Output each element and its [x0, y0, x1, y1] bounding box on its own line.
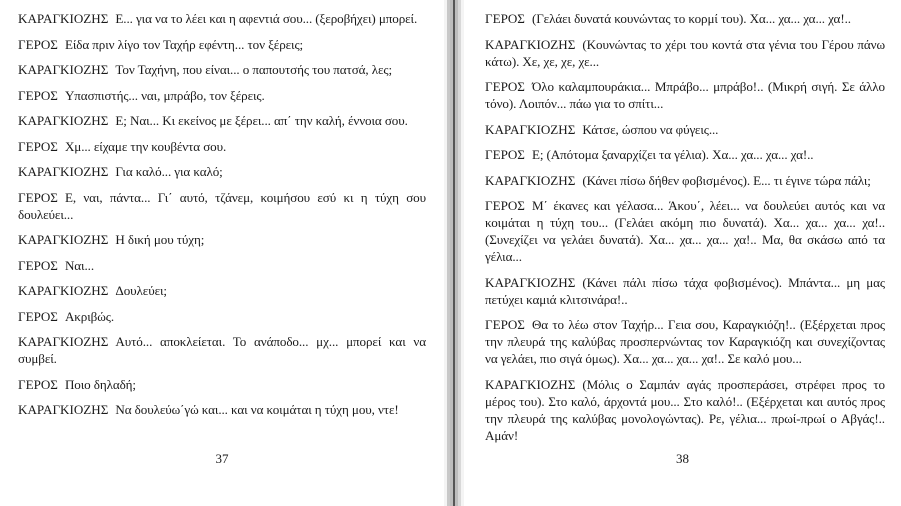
dialogue-line	[18, 308, 426, 325]
dialogue-text: Ακριβώς.	[64, 308, 114, 324]
dialogue-line	[18, 36, 426, 53]
dialogue-text: (Γελάει δυνατά κουνώντας το κορμί του). Χα... χα... χα... χα!..	[531, 11, 851, 26]
page-content	[18, 10, 426, 427]
dialogue-text: Ναι...	[64, 257, 94, 273]
dialogue-line	[485, 274, 885, 308]
dialogue-text: Ε, ναι, πάντα... Γι΄ αυτό, τζάνεμ, κοιμήσου εσύ κι η τύχη σου δουλεύει...	[18, 189, 426, 222]
dialogue-text: Δουλεύει;	[115, 283, 167, 298]
speaker-name: ΓΕΡΟΣ	[18, 189, 58, 205]
dialogue-text: Κάτσε, ώσπου να φύγεις...	[582, 121, 719, 137]
dialogue-line	[485, 121, 885, 138]
page-number: 38	[676, 451, 689, 466]
dialogue-line	[18, 231, 426, 248]
dialogue-text: Ποιο δηλαδή;	[64, 376, 136, 392]
dialogue-text: Να δουλεύω΄γώ και... και να κοιμάται η τύχη μου, ντε!	[115, 402, 399, 417]
dialogue-text: Τον Ταχήνη, που είναι... ο παπουτσής του πατσά, λες;	[115, 62, 393, 77]
speaker-name: ΓΕΡΟΣ	[18, 138, 58, 154]
dialogue-line	[485, 36, 885, 70]
dialogue-line	[485, 197, 885, 265]
dialogue-text: (Κάνει πίσω δήθεν φοβισμένος). Ε... τι έγινε τώρα πάλι;	[582, 172, 871, 188]
dialogue-text: Χμ... είχαμε την κουβέντα σου.	[64, 138, 227, 154]
dialogue-line	[18, 138, 426, 155]
dialogue-text: (Κουνώντας το χέρι του κοντά στα γένια του Γέρου πάνω κάτω). Χε, χε, χε, χε...	[485, 36, 885, 69]
speaker-name: ΚΑΡΑΓΚΙΟΖΗΣ	[18, 334, 109, 349]
dialogue-line	[485, 78, 885, 112]
dialogue-line	[18, 333, 426, 367]
speaker-name: ΚΑΡΑΓΚΙΟΖΗΣ	[485, 376, 576, 392]
speaker-name: ΚΑΡΑΓΚΙΟΖΗΣ	[18, 232, 109, 247]
dialogue-text: Θα το λέω στον Ταχήρ... Γεια σου, Καραγκιόζη!.. (Εξέρχεται προς την πλευρά της καλύβας προσπερνώντας τον Καραγκιόζη και συνεχίζοντας να γελάει, πιο σιγά όμως). Χα... χα... χα... χα!.. Σε καλό μου...	[485, 317, 885, 366]
dialogue-line	[485, 172, 885, 189]
speaker-name: ΓΕΡΟΣ	[18, 376, 58, 392]
page-content	[485, 10, 885, 452]
speaker-name: ΓΕΡΟΣ	[18, 87, 58, 103]
speaker-name: ΚΑΡΑΓΚΙΟΖΗΣ	[18, 11, 109, 26]
speaker-name: ΓΕΡΟΣ	[18, 257, 58, 273]
speaker-name: ΓΕΡΟΣ	[18, 36, 58, 52]
speaker-name: ΚΑΡΑΓΚΙΟΖΗΣ	[485, 121, 576, 137]
speaker-name: ΚΑΡΑΓΚΙΟΖΗΣ	[18, 402, 109, 417]
dialogue-line	[18, 401, 426, 418]
speaker-name: ΚΑΡΑΓΚΙΟΖΗΣ	[485, 36, 576, 52]
dialogue-line	[18, 61, 426, 78]
dialogue-text: (Κάνει πάλι πίσω τάχα φοβισμένος). Μπάντα... μη μας πετύχει καμιά κλιτσινάρα!..	[485, 274, 885, 307]
dialogue-text: Ε; Ναι... Κι εκείνος με ξέρει... απ΄ την καλή, έννοια σου.	[115, 113, 408, 128]
speaker-name: ΚΑΡΑΓΚΙΟΖΗΣ	[18, 62, 109, 77]
dialogue-text: (Μόλις ο Σαμπάν αγάς προσπεράσει, στρέφει προς το μέρος του). Στο καλό, άρχοντά μου... Στο καλό!.. (Εξέρχεται και αυτός προς την πλευρά της καλύβας μονολογώντας). Ρε, γέλια... πρωί-πρωί ο Αβγάς!.. Αμάν!	[485, 376, 885, 443]
speaker-name: ΚΑΡΑΓΚΙΟΖΗΣ	[485, 274, 576, 290]
dialogue-line	[18, 10, 426, 27]
dialogue-line	[18, 282, 426, 299]
dialogue-line	[18, 257, 426, 274]
speaker-name: ΓΕΡΟΣ	[485, 79, 525, 94]
dialogue-text: Ε; (Απότομα ξαναρχίζει τα γέλια). Χα... χα... χα... χα!..	[531, 147, 814, 162]
speaker-name: ΚΑΡΑΓΚΙΟΖΗΣ	[18, 283, 109, 298]
dialogue-text: Είδα πριν λίγο τον Ταχήρ εφέντη... τον ξέρεις;	[64, 36, 304, 52]
dialogue-text: Ε... για να το λέει και η αφεντιά σου... (ξεροβήχει) μπορεί.	[115, 11, 418, 26]
dialogue-line	[485, 376, 885, 444]
speaker-name: ΓΕΡΟΣ	[485, 147, 525, 162]
page-left	[0, 0, 444, 506]
dialogue-text: Η δική μου τύχη;	[115, 232, 205, 247]
dialogue-text: Αυτό... αποκλείεται. Το ανάποδο... μχ... μπορεί και να συμβεί.	[18, 334, 426, 366]
dialogue-line	[18, 376, 426, 393]
dialogue-text: Για καλό... για καλό;	[115, 164, 223, 179]
speaker-name: ΓΕΡΟΣ	[485, 198, 525, 213]
speaker-name: ΚΑΡΑΓΚΙΟΖΗΣ	[485, 172, 576, 188]
speaker-name: ΚΑΡΑΓΚΙΟΖΗΣ	[18, 113, 109, 128]
page-gutter-divider	[444, 0, 464, 506]
dialogue-line	[18, 189, 426, 223]
speaker-name: ΓΕΡΟΣ	[485, 317, 525, 332]
dialogue-text: Μ΄ έκανες και γέλασα... Άκου΄, λέει... να δουλεύει αυτός και να κοιμάται η τύχη του... (Γελάει ακόμη πιο δυνατά). Χα... χα... χα... χα!.. (Συνεχίζει να γελάει δυνατά). Χα... χα... χα... χα!.. Μα, θα σκάσω από τα γέλια...	[485, 198, 885, 264]
speaker-name: ΚΑΡΑΓΚΙΟΖΗΣ	[18, 164, 109, 179]
page-number: 37	[215, 451, 229, 466]
page-right	[464, 0, 901, 506]
dialogue-line	[485, 316, 885, 367]
dialogue-line	[18, 112, 426, 129]
dialogue-text: Υπασπιστής... ναι, μπράβο, τον ξέρεις.	[64, 87, 265, 103]
speaker-name: ΓΕΡΟΣ	[18, 308, 58, 324]
dialogue-line	[18, 87, 426, 104]
speaker-name: ΓΕΡΟΣ	[485, 11, 525, 26]
dialogue-line	[485, 146, 885, 163]
dialogue-line	[485, 10, 885, 27]
dialogue-line	[18, 163, 426, 180]
dialogue-text: Όλο καλαμπουράκια... Μπράβο... μπράβο!.. (Μικρή σιγή. Σε άλλο τόνο). Λοιπόν... πάω για το σπίτι...	[485, 79, 885, 111]
